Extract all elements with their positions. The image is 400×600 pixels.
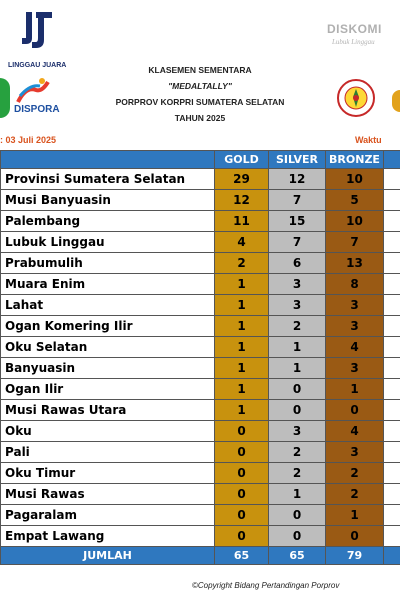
silver-count-cell: 3 — [269, 421, 326, 442]
extra-cell — [384, 232, 400, 253]
bronze-count-cell: 2 — [326, 484, 384, 505]
gold-count-cell: 0 — [215, 421, 269, 442]
gold-count-cell: 1 — [215, 295, 269, 316]
extra-cell — [384, 169, 400, 190]
silver-count-cell: 2 — [269, 442, 326, 463]
total-row — [1, 547, 400, 565]
table-row — [1, 274, 400, 295]
table-row — [1, 295, 400, 316]
date-label: : 03 Juli 2025 — [0, 135, 57, 145]
gold-count-cell: 0 — [215, 505, 269, 526]
extra-cell — [384, 421, 400, 442]
extra-cell — [384, 295, 400, 316]
gold-count-cell: 1 — [215, 316, 269, 337]
table-row — [1, 169, 400, 190]
gold-count-cell: 2 — [215, 253, 269, 274]
extra-cell — [384, 505, 400, 526]
table-row — [1, 421, 400, 442]
gold-column-header: GOLD — [215, 151, 269, 169]
region-name-cell: Oku — [1, 421, 215, 442]
title-line-2: "MEDALTALLY" — [168, 81, 232, 91]
extra-cell — [384, 253, 400, 274]
table-row — [1, 505, 400, 526]
bronze-count-cell: 3 — [326, 442, 384, 463]
gold-count-cell: 0 — [215, 442, 269, 463]
table-row — [1, 190, 400, 211]
region-name-cell: Pagaralam — [1, 505, 215, 526]
korpri-seal-icon — [336, 78, 376, 118]
partner-logo-partial — [392, 90, 400, 112]
gold-count-cell: 1 — [215, 400, 269, 421]
linggau-juara-mark-icon — [18, 10, 58, 50]
gold-count-cell: 1 — [215, 337, 269, 358]
silver-count-cell: 15 — [269, 211, 326, 232]
time-label: Waktu — [355, 135, 382, 145]
bronze-count-cell: 10 — [326, 211, 384, 232]
silver-count-cell: 0 — [269, 400, 326, 421]
silver-count-cell: 0 — [269, 379, 326, 400]
bronze-count-cell: 8 — [326, 274, 384, 295]
silver-count-cell: 7 — [269, 232, 326, 253]
gold-count-cell: 1 — [215, 274, 269, 295]
region-name-cell: Lahat — [1, 295, 215, 316]
bronze-count-cell: 5 — [326, 190, 384, 211]
silver-count-cell: 3 — [269, 274, 326, 295]
extra-cell — [384, 337, 400, 358]
region-name-cell: Ogan Ilir — [1, 379, 215, 400]
total-bronze-cell: 79 — [326, 547, 384, 565]
diskominfo-logo-subtitle: Lubuk Linggau — [332, 38, 375, 46]
table-row — [1, 211, 400, 232]
table-row — [1, 253, 400, 274]
bronze-count-cell: 4 — [326, 337, 384, 358]
region-name-cell: Banyuasin — [1, 358, 215, 379]
gold-count-cell: 0 — [215, 484, 269, 505]
region-name-cell: Musi Rawas — [1, 484, 215, 505]
region-name-cell: Oku Selatan — [1, 337, 215, 358]
bronze-count-cell: 4 — [326, 421, 384, 442]
bronze-count-cell: 7 — [326, 232, 384, 253]
gold-count-cell: 1 — [215, 358, 269, 379]
bronze-count-cell: 3 — [326, 316, 384, 337]
gold-count-cell: 1 — [215, 379, 269, 400]
silver-column-header: SILVER — [269, 151, 326, 169]
gold-count-cell: 0 — [215, 463, 269, 484]
total-silver-cell: 65 — [269, 547, 326, 565]
extra-cell — [384, 526, 400, 547]
gold-count-cell: 4 — [215, 232, 269, 253]
silver-count-cell: 0 — [269, 526, 326, 547]
region-name-cell: Musi Rawas Utara — [1, 400, 215, 421]
extra-cell — [384, 379, 400, 400]
total-extra-cell — [384, 547, 400, 565]
gold-count-cell: 0 — [215, 526, 269, 547]
silver-count-cell: 7 — [269, 190, 326, 211]
silver-count-cell: 1 — [269, 358, 326, 379]
extra-cell — [384, 316, 400, 337]
diskominfo-logo-text: DISKOMI — [327, 22, 382, 36]
province-logo-partial — [0, 78, 10, 118]
extra-cell — [384, 400, 400, 421]
table-row — [1, 316, 400, 337]
table-row — [1, 526, 400, 547]
region-name-cell: Palembang — [1, 211, 215, 232]
copyright-text: ©Copyright Bidang Pertandingan Porprov — [192, 581, 340, 590]
table-row — [1, 442, 400, 463]
bronze-count-cell: 10 — [326, 169, 384, 190]
silver-count-cell: 1 — [269, 337, 326, 358]
silver-count-cell: 2 — [269, 463, 326, 484]
gold-count-cell: 11 — [215, 211, 269, 232]
region-name-cell: Pali — [1, 442, 215, 463]
region-name-cell: Muara Enim — [1, 274, 215, 295]
linggau-juara-text: LINGGAU JUARA — [8, 62, 67, 69]
extra-cell — [384, 274, 400, 295]
linggau-juara-logo — [8, 10, 78, 70]
region-name-cell: Ogan Komering Ilir — [1, 316, 215, 337]
medal-table-body — [1, 151, 400, 565]
table-header-row — [1, 151, 400, 169]
silver-count-cell: 3 — [269, 295, 326, 316]
silver-count-cell: 0 — [269, 505, 326, 526]
table-row — [1, 463, 400, 484]
header-extra-cell — [384, 151, 400, 169]
total-label-cell: JUMLAH — [1, 547, 215, 565]
gold-count-cell: 29 — [215, 169, 269, 190]
extra-cell — [384, 211, 400, 232]
bronze-count-cell: 1 — [326, 505, 384, 526]
medal-table — [0, 150, 400, 565]
silver-count-cell: 12 — [269, 169, 326, 190]
silver-count-cell: 6 — [269, 253, 326, 274]
dispora-logo — [14, 76, 74, 120]
gold-count-cell: 12 — [215, 190, 269, 211]
extra-cell — [384, 190, 400, 211]
extra-cell — [384, 484, 400, 505]
dispora-runner-icon — [14, 76, 54, 106]
total-gold-cell: 65 — [215, 547, 269, 565]
table-row — [1, 337, 400, 358]
dispora-text: DISPORA — [14, 104, 60, 115]
bronze-count-cell: 0 — [326, 400, 384, 421]
page-title — [95, 62, 305, 126]
bronze-count-cell: 3 — [326, 358, 384, 379]
header — [0, 0, 400, 130]
table-row — [1, 358, 400, 379]
silver-count-cell: 2 — [269, 316, 326, 337]
region-name-cell: Prabumulih — [1, 253, 215, 274]
extra-cell — [384, 442, 400, 463]
title-line-4: TAHUN 2025 — [174, 113, 226, 123]
title-line-3: PORPROV KORPRI SUMATERA SELATAN — [115, 97, 285, 107]
title-line-1: KLASEMEN SEMENTARA — [148, 65, 252, 75]
extra-cell — [384, 463, 400, 484]
table-row — [1, 484, 400, 505]
header-empty-cell — [1, 151, 215, 169]
region-name-cell: Provinsi Sumatera Selatan — [1, 169, 215, 190]
bronze-count-cell: 3 — [326, 295, 384, 316]
region-name-cell: Lubuk Linggau — [1, 232, 215, 253]
region-name-cell: Empat Lawang — [1, 526, 215, 547]
bronze-count-cell: 1 — [326, 379, 384, 400]
bronze-count-cell: 2 — [326, 463, 384, 484]
extra-cell — [384, 358, 400, 379]
region-name-cell: Musi Banyuasin — [1, 190, 215, 211]
region-name-cell: Oku Timur — [1, 463, 215, 484]
table-row — [1, 232, 400, 253]
bronze-count-cell: 13 — [326, 253, 384, 274]
table-row — [1, 400, 400, 421]
silver-count-cell: 1 — [269, 484, 326, 505]
bronze-count-cell: 0 — [326, 526, 384, 547]
table-row — [1, 379, 400, 400]
bronze-column-header: BRONZE — [326, 151, 384, 169]
